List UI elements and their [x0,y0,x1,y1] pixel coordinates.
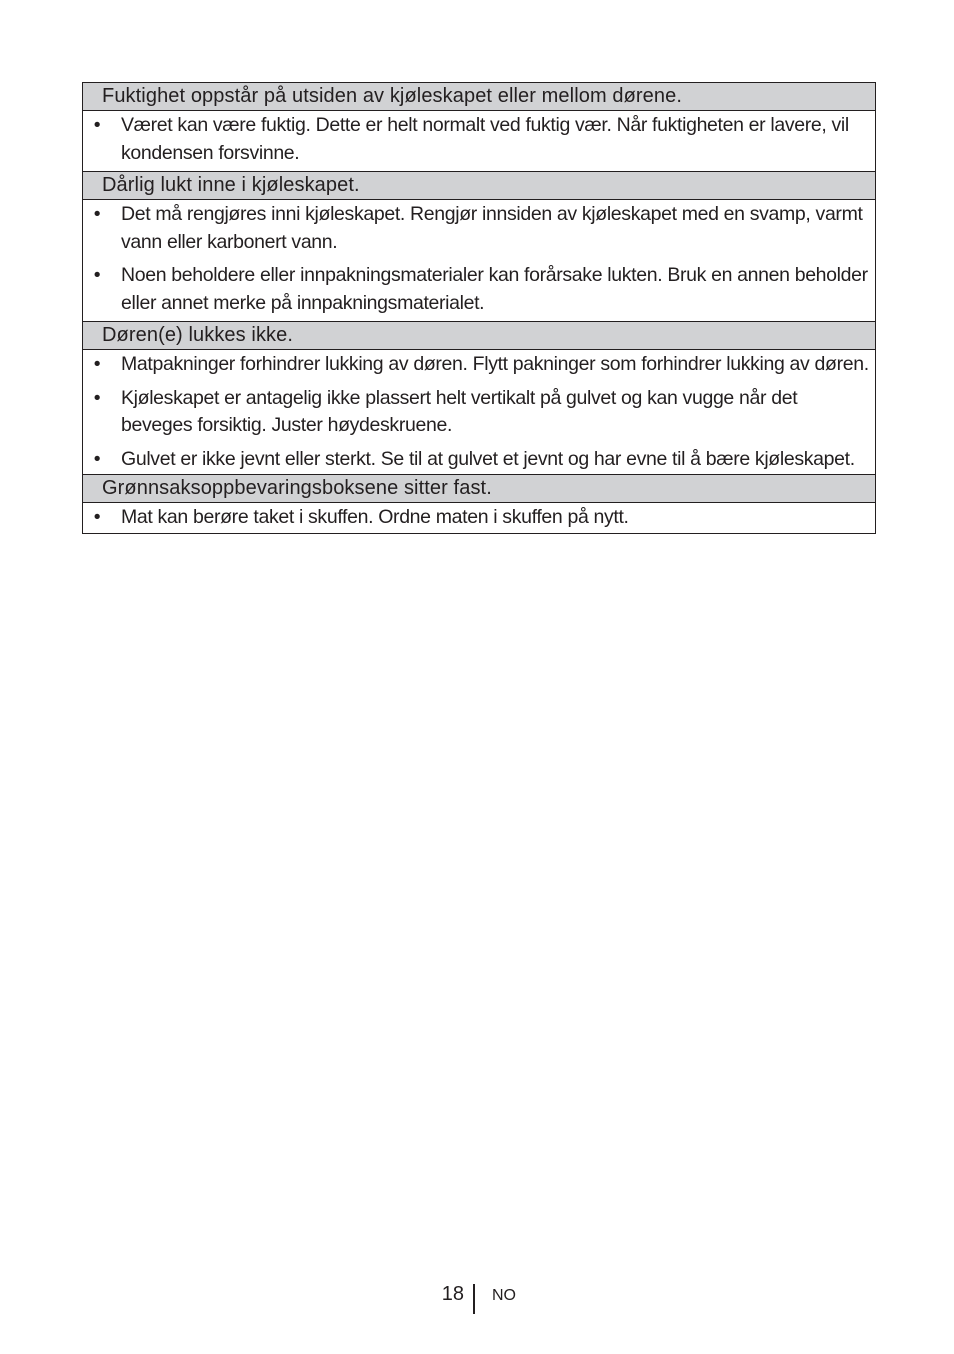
list-item-text: Det må rengjøres inni kjøleskapet. Rengjør innsiden av kjøleskapet med en svamp, varmt vann eller karbonert vann. [121,203,863,253]
list-item [83,504,875,532]
bullet-icon: • [93,264,101,286]
language-code: NO [492,1287,516,1304]
list-item [83,351,875,379]
bullet-icon: • [93,114,101,136]
bullet-icon: • [93,447,101,470]
list-item-text: Mat kan berøre taket i skuffen. Ordne maten i skuffen på nytt. [121,506,629,528]
list-item-text: Kjøleskapet er antagelig ikke plassert helt vertikalt på gulvet og kan vugge når det beveges forsiktig. Juster høydeskruene. [121,386,798,436]
bullet-icon: • [93,386,101,409]
list-item [83,201,875,256]
bullet-icon: • [93,353,101,375]
page-number: 18 [441,1283,464,1305]
list-item [83,112,875,167]
list-item-text: Været kan være fuktig. Dette er helt normalt ved fuktig vær. Når fuktigheten er lavere, vil kondensen forsvinne. [121,114,849,164]
list-item [83,446,875,474]
bullet-icon: • [93,203,101,225]
section-header-crisper-stuck: Grønnsaksoppbevaringsboksene sitter fast. [83,475,875,503]
list-item [83,262,875,317]
list-item-text: Gulvet er ikke jevnt eller sterkt. Se til at gulvet et jevnt og har evne til å bære kjøleskapet. [121,447,855,470]
section-body-bad-smell [83,200,875,322]
list-item-text: Noen beholdere eller innpakningsmaterialer kan forårsake lukten. Bruk en annen beholder eller annet merke på innpakningsmaterialet. [121,264,868,314]
section-header-door-not-closing: Døren(e) lukkes ikke. [83,322,875,350]
section-header-bad-smell: Dårlig lukt inne i kjøleskapet. [83,172,875,200]
footer-divider [473,1284,475,1314]
troubleshooting-table [82,82,876,534]
list-item-text: Matpakninger forhindrer lukking av døren. Flytt pakninger som forhindrer lukking av døren. [121,353,869,375]
section-body-condensation [83,111,875,172]
bullet-icon: • [93,506,101,528]
section-header-condensation: Fuktighet oppstår på utsiden av kjøleskapet eller mellom dørene. [83,83,875,111]
section-body-door-not-closing [83,350,875,475]
section-body-crisper-stuck [83,503,875,533]
page-footer [0,1279,954,1319]
list-item [83,385,875,440]
